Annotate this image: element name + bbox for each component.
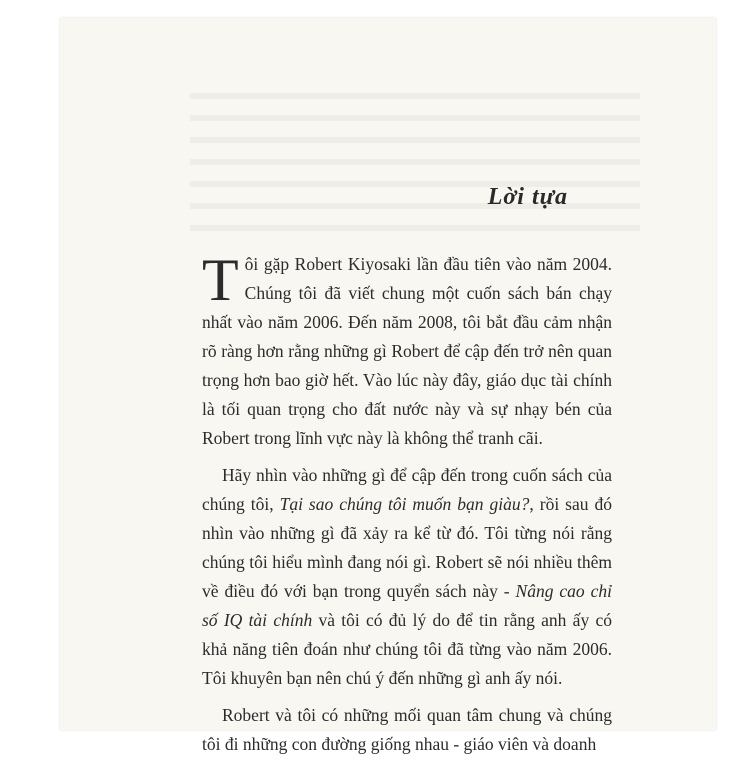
paragraph-2-text-a: Hãy nhìn vào những gì để cập đến trong cuốn sách của chúng tôi, xyxy=(202,465,612,514)
book-page xyxy=(60,18,716,754)
paragraph-2 xyxy=(202,461,612,693)
paragraph-2-text-b: , rồi sau đó nhìn vào những gì đã xảy ra kể từ đó. Tôi từng nói rằng chúng tôi hiểu mình đang nói gì. Robert sẽ nói nhiều thêm về điều đó với bạn trong quyển sách này - xyxy=(202,494,612,601)
paragraph-1-text: ôi gặp Robert Kiyosaki lần đầu tiên vào năm 2004. Chúng tôi đã viết chung một cuốn sách bán chạy nhất vào năm 2006. Đến năm 2008, tôi bắt đầu cảm nhận rõ ràng hơn rằng những gì Robert để cập đến trở nên quan trọng hơn bao giờ hết. Vào lúc này đây, giáo dục tài chính là tối quan trọng cho đất nước này và sự nhạy bén của Robert trong lĩnh vực này là không thể tranh cãi. xyxy=(202,254,612,448)
paragraph-1 xyxy=(202,247,612,453)
book-title-2: Nâng cao chỉ số IQ tài chính xyxy=(202,581,612,630)
paragraph-2-text-c: và tôi có đủ lý do để tin rằng anh ấy có khả năng tiên đoán như chúng tôi đã từng vào năm 2006. Tôi khuyên bạn nên chú ý đến những gì anh ấy nói. xyxy=(202,610,612,688)
chapter-heading: Lời tựa xyxy=(487,184,568,210)
paragraph-3 xyxy=(202,701,612,759)
drop-cap: T xyxy=(202,247,239,313)
bleed-through-text xyxy=(190,93,640,243)
book-title-1: Tại sao chúng tôi muốn bạn giàu? xyxy=(279,494,530,514)
paragraph-3-text: Robert và tôi có những mối quan tâm chung và chúng tôi đi những con đường giống nhau - giáo viên và doanh xyxy=(202,705,612,754)
body-text xyxy=(202,247,612,767)
